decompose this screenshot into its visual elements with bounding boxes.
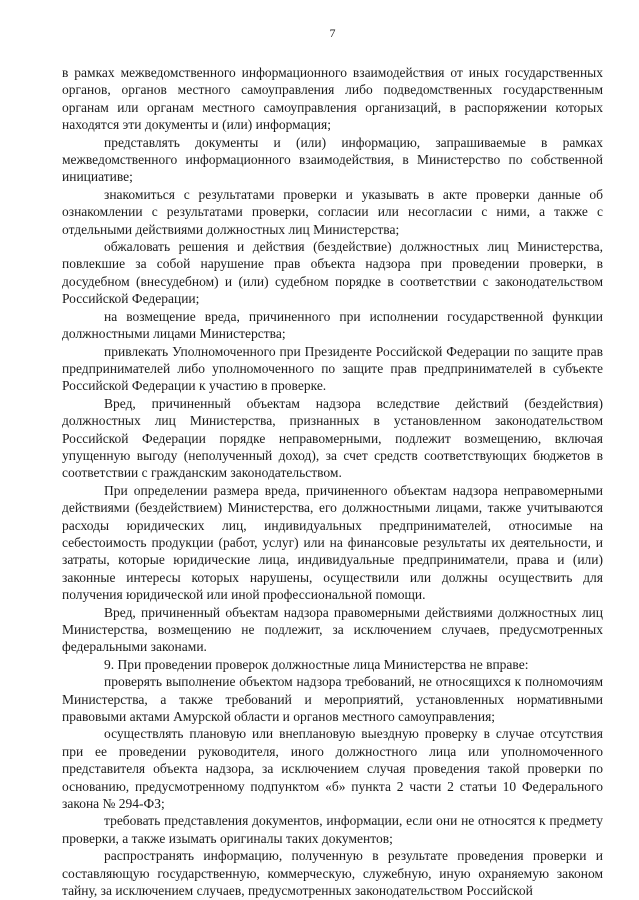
paragraph: 9. При проведении проверок должностные лица Министерства не вправе: (104, 656, 529, 672)
paragraph: представлять документы и (или) информацию, запрашиваемые в рамках межведомственного информационного взаимодействия, в Министерство по собственной инициативе; (62, 134, 603, 185)
paragraph: проверять выполнение объектом надзора требований, не относящихся к полномочиям Министерства, а также требований и мероприятий, установленных нормативными правовыми актами Амурской области и органов местного самоуправления; (62, 674, 603, 725)
page-number: 7 (329, 26, 336, 40)
paragraph: При определении размера вреда, причиненного объектам надзора неправомерными действиями (бездействием) Министерства, его должностными лицами, также учитываются расходы юридических лиц, индивидуальных предпринимателей, относимые на себестоимость продукции (работ, услуг) или на финансовые результаты их деятельности, и затраты, которые юридические лица, индивидуальные предприниматели, права и (или) законные интересы которых нарушены, осуществили или должны осуществить для получения юридической или иной профессиональной помощи. (62, 482, 603, 603)
paragraph: распространять информацию, полученную в результате проведения проверки и составляющую государственную, коммерческую, служебную, иную охраняемую законом тайну, за исключением случаев, предусмотренных законодательством Российской (62, 848, 603, 899)
paragraph: знакомиться с результатами проверки и указывать в акте проверки данные об ознакомлении с результатами проверки, согласии или несогласии с ними, а также с отдельными действиями должностных лиц Министерства; (62, 186, 603, 237)
paragraph: в рамках межведомственного информационного взаимодействия от иных государственных органов, органов местного самоуправления либо подведомственных государственным органам или органам местного самоуправления организаций, в распоряжении которых находятся эти документы и (или) информация; (62, 65, 603, 133)
paragraph: осуществлять плановую или внеплановую выездную проверку в случае отсутствия при ее проведении руководителя, иного должностного лица или уполномоченного представителя объекта надзора, за исключением случая проведения такой проверки по основанию, предусмотренному подпунктом «б» пункта 2 части 2 статьи 10 Федерального закона № 294-ФЗ; (62, 726, 603, 812)
paragraph: Вред, причиненный объектам надзора правомерными действиями должностных лиц Министерства, возмещению не подлежит, за исключением случаев, предусмотренных федеральными законами. (62, 604, 603, 655)
paragraph: на возмещение вреда, причиненного при исполнении государственной функции должностными лицами Министерства; (62, 308, 603, 342)
paragraph: обжаловать решения и действия (бездействие) должностных лиц Министерства, повлекшие за собой нарушение прав объекта надзора при проведении проверки, в досудебном (внесудебном) и (или) судебном порядке в соответствии с законодательством Российской Федерации; (62, 239, 603, 307)
paragraph: привлекать Уполномоченного при Президенте Российской Федерации по защите прав предпринимателей либо уполномоченного по защите прав предпринимателей в субъекте Российской Федерации к участию в проверке. (62, 343, 603, 394)
paragraph: Вред, причиненный объектам надзора вследствие действий (бездействия) должностных лиц Министерства, признанных в установленном законодательством Российской Федерации порядке неправомерными, подлежит возмещению, включая упущенную выгоду (неполученный доход), за счет средств соответствующих бюджетов в соответствии с гражданским законодательством. (62, 395, 603, 481)
paragraph: требовать представления документов, информации, если они не относятся к предмету проверки, а также изымать оригиналы таких документов; (62, 813, 603, 846)
